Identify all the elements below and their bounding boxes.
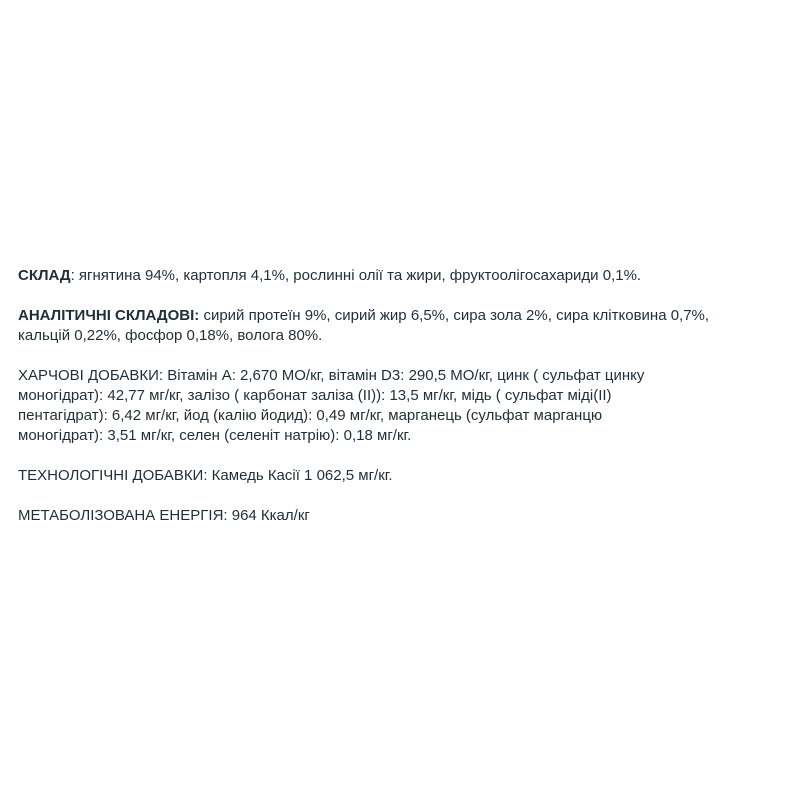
analytical-label: АНАЛІТИЧНІ СКЛАДОВІ: [18, 307, 200, 324]
composition-paragraph [18, 266, 782, 286]
analytical-paragraph [18, 306, 782, 346]
composition-label: СКЛАД [18, 267, 71, 284]
composition-text: : ягнятина 94%, картопля 4,1%, рослинні олії та жири, фруктоолігосахариди 0,1%. [70, 267, 642, 284]
nutritional-additives-paragraph: ХАРЧОВІ ДОБАВКИ: Вітамін А: 2,670 МО/кг, вітамін D3: 290,5 МО/кг, цинк ( сульфат цинку моногідрат): 42,77 мг/кг, залізо ( карбонат заліза (II)): 13,5 мг/кг, мідь ( сульфат міді(II) пентагідрат): 6,42 мг/кг, йод (калію йодид): 0,49 мг/кг, марганець (сульфат марганцю моногідрат): 3,51 мг/кг, селен (селеніт натрію): 0,18 мг/кг. [18, 367, 645, 444]
technological-additives-paragraph: ТЕХНОЛОГІЧНІ ДОБАВКИ: Камедь Касії 1 062,5 мг/кг. [18, 467, 393, 484]
analytical-text: сирий протеїн 9%, сирий жир 6,5%, сира зола 2%, сира клітковина 0,7%, кальцій 0,22%, фосфор 0,18%, волога 80%. [18, 307, 710, 344]
metabolizable-energy-paragraph: МЕТАБОЛІЗОВАНА ЕНЕРГІЯ: 964 Ккал/кг [18, 507, 310, 524]
